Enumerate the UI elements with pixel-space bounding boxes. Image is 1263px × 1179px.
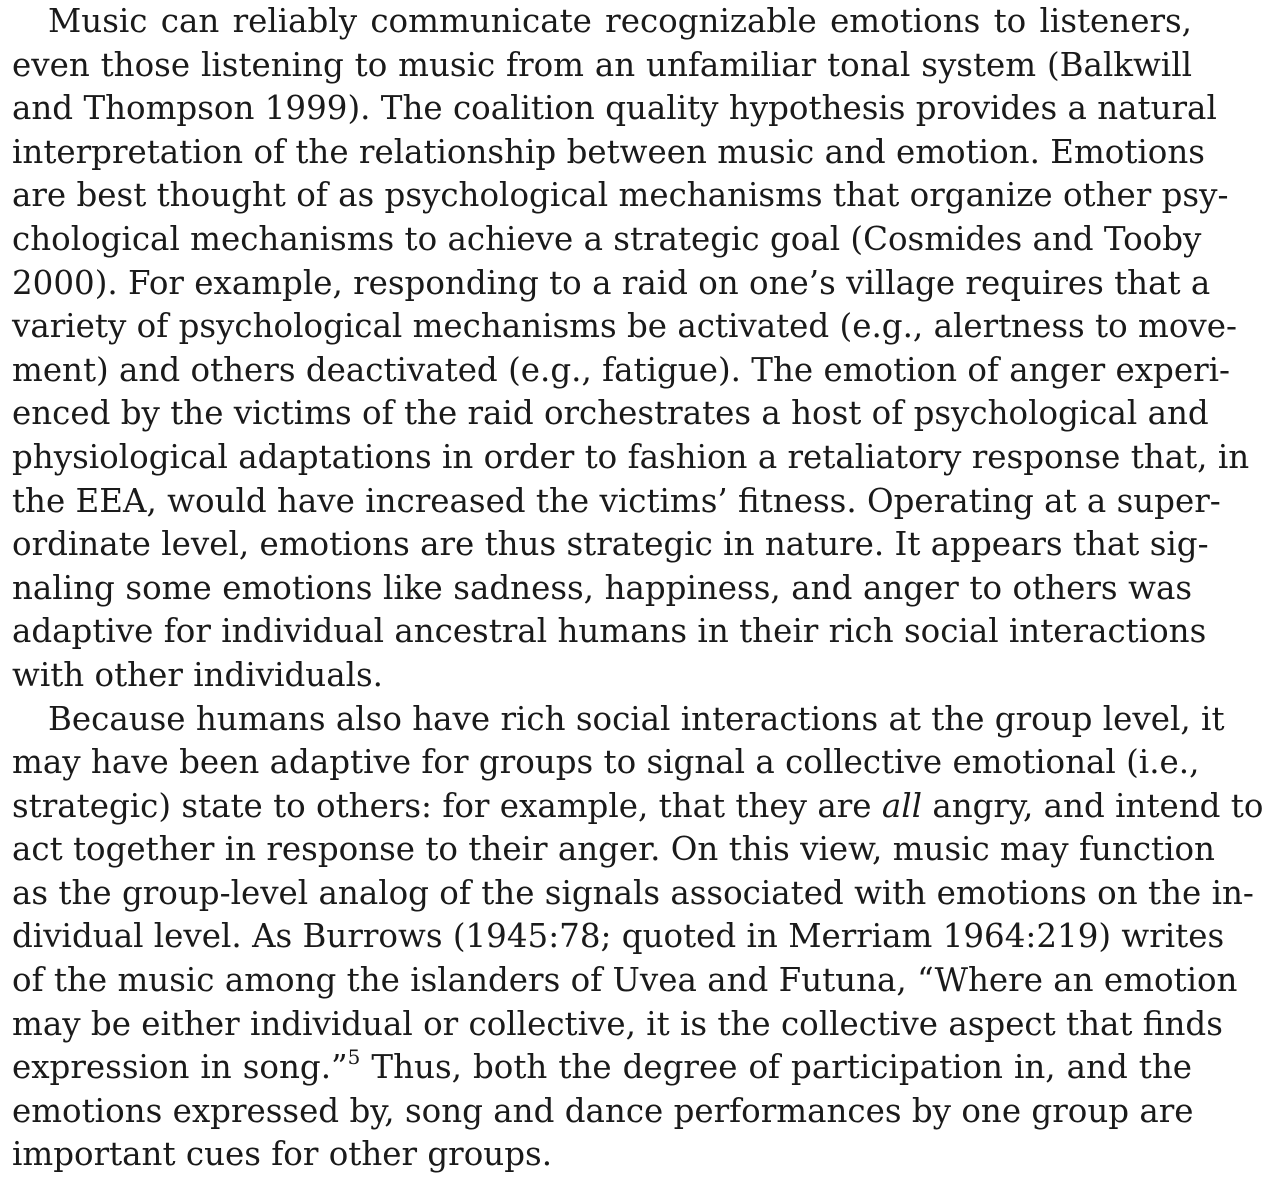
text-line: physiological adaptations in order to fashion a retaliatory response that, in	[12, 437, 1250, 476]
text-line	[12, 1046, 1192, 1090]
document-page	[12, 0, 1263, 1177]
text-line: emotions expressed by, song and dance performances by one group are	[12, 1091, 1194, 1130]
text-line: adaptive for individual ancestral humans in their rich social interactions	[12, 612, 1207, 651]
text-line: Because humans also have rich social interactions at the group level, it	[48, 699, 1225, 738]
paragraph-2	[12, 698, 1263, 1178]
text-segment: expression in song.”	[12, 1048, 348, 1087]
text-line: naling some emotions like sadness, happiness, and anger to others was	[12, 568, 1192, 607]
text-line: of the music among the islanders of Uvea and Futuna, “Where an emotion	[12, 961, 1238, 1000]
text-line: and Thompson 1999). The coalition quality hypothesis provides a natural	[12, 89, 1217, 128]
text-line: Music can reliably communicate recognizable emotions to listeners,	[48, 2, 1192, 40]
text-line: the EEA, would have increased the victims’ fitness. Operating at a super-	[12, 481, 1221, 520]
text-segment: strategic) state to others: for example, that they are	[12, 786, 882, 825]
text-line: interpretation of the relationship between music and emotion. Emotions	[12, 132, 1205, 171]
text-line: as the group-level analog of the signals associated with emotions on the in-	[12, 873, 1254, 912]
text-segment: angry, and intend to	[921, 786, 1263, 825]
text-line: important cues for other groups.	[12, 1135, 553, 1174]
text-line: enced by the victims of the raid orchestrates a host of psychological and	[12, 394, 1209, 433]
text-line: dividual level. As Burrows (1945:78; quoted in Merriam 1964:219) writes	[12, 917, 1225, 956]
italic-emphasis: all	[881, 786, 922, 825]
text-line: variety of psychological mechanisms be activated (e.g., alertness to move-	[12, 307, 1237, 346]
footnote-marker[interactable]: 5	[347, 1045, 361, 1070]
text-line: may be either individual or collective, it is the collective aspect that finds	[12, 1004, 1223, 1043]
text-line: with other individuals.	[12, 655, 383, 694]
text-line: ordinate level, emotions are thus strategic in nature. It appears that sig-	[12, 525, 1209, 564]
text-line: are best thought of as psychological mechanisms that organize other psy-	[12, 176, 1229, 215]
text-line	[12, 785, 1263, 829]
text-line: 2000). For example, responding to a raid on one’s village requires that a	[12, 263, 1211, 302]
text-line: chological mechanisms to achieve a strategic goal (Cosmides and Tooby	[12, 219, 1202, 258]
text-segment: Thus, both the degree of participation in, and the	[360, 1048, 1192, 1087]
text-line: even those listening to music from an unfamiliar tonal system (Balkwill	[12, 45, 1192, 84]
text-line: act together in response to their anger. On this view, music may function	[12, 830, 1215, 869]
text-line: ment) and others deactivated (e.g., fatigue). The emotion of anger experi-	[12, 350, 1231, 389]
text-line: may have been adaptive for groups to signal a collective emotional (i.e.,	[12, 743, 1200, 782]
paragraph-1	[12, 0, 1250, 698]
